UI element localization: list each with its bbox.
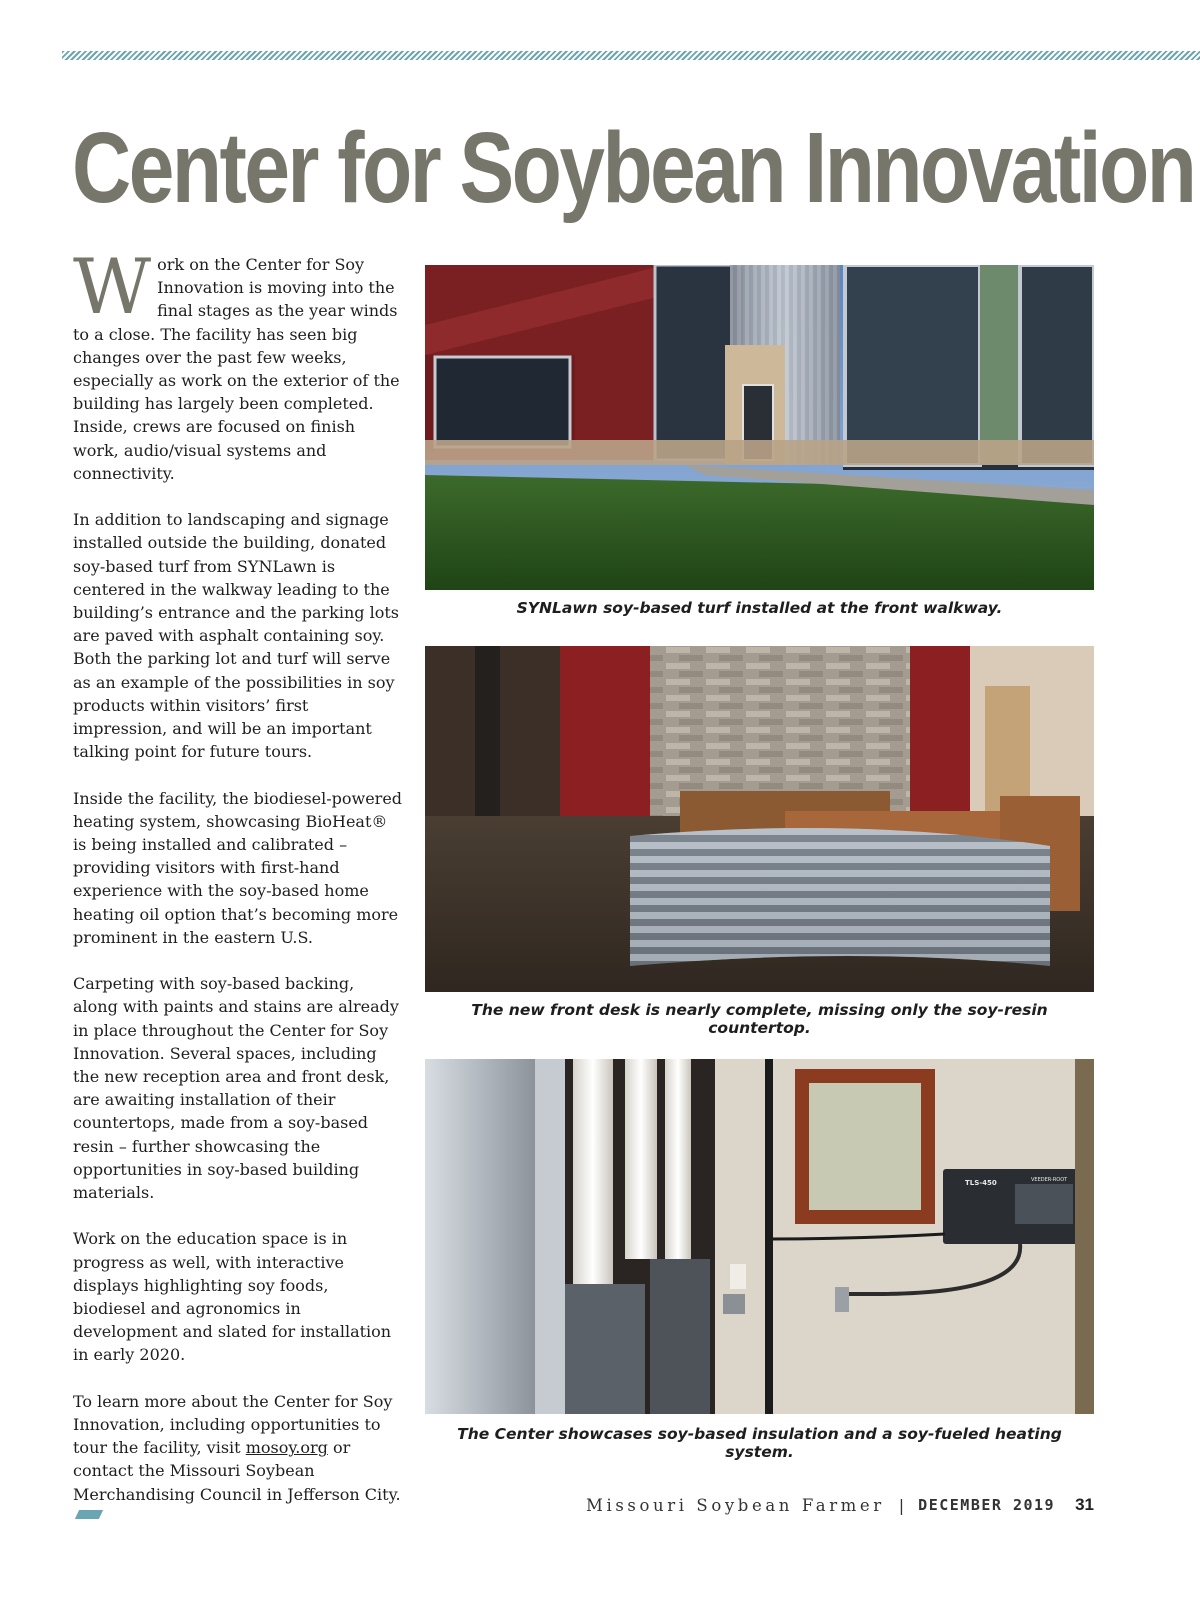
- paragraph-1-text: ork on the Center for Soy Innovation is moving into the final stages as the year winds to a close. The facility has seen big changes over the past few weeks, especially as work on the exterior of the building has largely been completed. Inside, crews are focused on finish work, audio/visual systems and connectivity.: [73, 255, 400, 483]
- article-paragraph-3: Inside the facility, the biodiesel-powered heating system, showcasing BioHeat® is being installed and calibrated – providing visitors with first-hand experience with the soy-based home heating oil option that’s becoming more prominent in the eastern U.S.: [73, 788, 403, 947]
- page-number: 31: [1075, 1495, 1094, 1514]
- article-paragraph-2: In addition to landscaping and signage installed outside the building, donated soy-based turf from SYNLawn is centered in the walkway leading to the building’s entrance and the parking lots are paved with asphalt containing soy. Both the parking lot and turf will serve as an example of the possibilities in soy products within visitors’ first impression, and will be an important talking point for future tours.: [73, 510, 400, 762]
- paragraph-6-text-end: or contact the Missouri Soybean Merchandising Council in Jefferson City.: [73, 1438, 401, 1504]
- photo-mechanical-room: [425, 1059, 1094, 1414]
- article-body: [73, 242, 403, 1519]
- photo-exterior-turf: [425, 265, 1094, 590]
- footer-separator: |: [898, 1495, 905, 1515]
- end-of-article-mark: [75, 1510, 103, 1519]
- page-footer: [586, 1493, 1094, 1517]
- mosoy-link[interactable]: mosoy.org: [245, 1438, 328, 1458]
- article-paragraph-1: [73, 242, 403, 485]
- photo-1-caption: SYNLawn soy-based turf installed at the front walkway.: [516, 599, 1003, 617]
- photo-front-desk: [425, 646, 1094, 992]
- article-paragraph-5: Work on the education space is in progress as well, with interactive displays highlighting soy foods, biodiesel and agronomics in development and slated for installation in early 2020.: [73, 1229, 392, 1365]
- tank-monitor-brand-label: VEEDER-ROOT: [1031, 1177, 1068, 1183]
- page-title: Center for Soybean Innovation: [72, 112, 1195, 224]
- drop-cap: W: [73, 242, 152, 331]
- photo-2-caption: The new front desk is nearly complete, missing only the soy-resin countertop.: [471, 1001, 1048, 1037]
- publication-name: Missouri Soybean Farmer: [585, 1495, 885, 1515]
- photo-3-caption: The Center showcases soy-based insulation and a soy-fueled heating system.: [457, 1425, 1062, 1461]
- article-paragraph-4: Carpeting with soy-based backing, along with paints and stains are already in place throughout the Center for Soy Innovation. Several spaces, including the new reception area and front desk, are awaiting installation of their countertops, made from a soy-based resin – further showcasing the opportunities in soy-based building materials.: [73, 974, 399, 1203]
- issue-date: DECEMBER 2019: [918, 1496, 1056, 1514]
- paragraph-6-text-start: To learn more about the Center for Soy Innovation, including opportunities to tour the facility, visit: [73, 1391, 393, 1458]
- article-paragraph-6: [73, 1390, 403, 1506]
- tank-monitor-model-label: TLS-450: [965, 1179, 997, 1187]
- top-decorative-rule: [62, 51, 1200, 60]
